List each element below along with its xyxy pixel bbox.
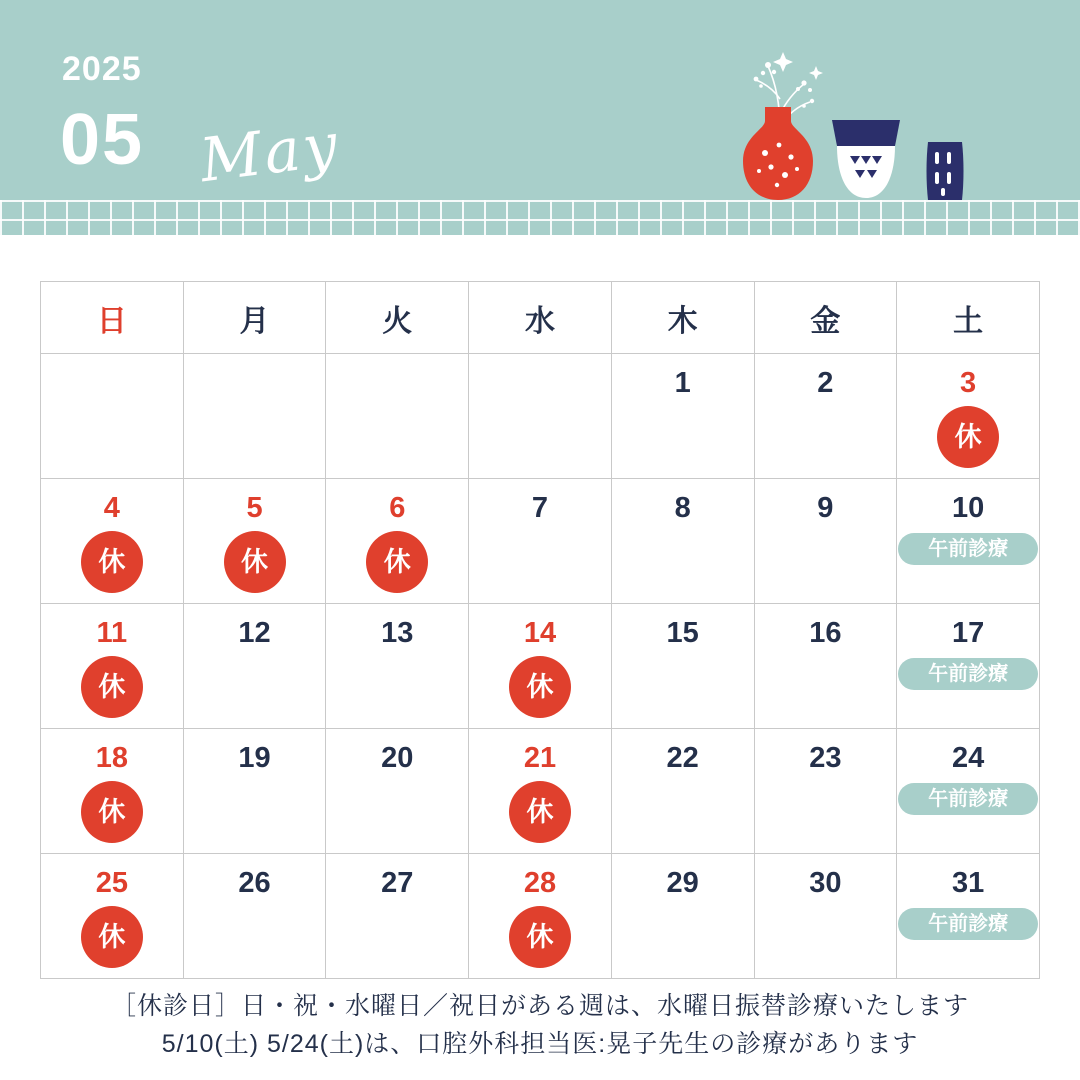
day-number: 29 [666,867,699,899]
calendar-day-cell[interactable] [41,479,184,604]
morning-clinic-badge: 午前診療 [898,658,1038,690]
weekday-header-sun: 日 [41,282,184,354]
calendar-day-cell[interactable] [611,479,754,604]
decorative-checker-strip [0,200,1080,238]
day-number: 30 [809,867,842,899]
rest-day-badge: 休 [81,656,143,718]
day-number: 27 [381,867,414,899]
weekday-header-thu: 木 [611,282,754,354]
rest-day-badge: 休 [81,781,143,843]
calendar-day-cell[interactable] [326,479,469,604]
rest-day-badge: 休 [509,656,571,718]
calendar-day-cell[interactable] [41,729,184,854]
day-number: 8 [674,492,691,524]
strip-bottom-line [0,235,1080,238]
calendar-day-cell[interactable] [326,729,469,854]
rest-day-badge: 休 [81,906,143,968]
calendar-header [0,0,1080,200]
calendar-day-cell[interactable] [469,854,612,979]
day-number: 22 [666,742,699,774]
weekday-header-row [41,282,1040,354]
calendar-day-cell[interactable] [897,729,1040,854]
rest-day-badge: 休 [224,531,286,593]
weekday-header-fri: 金 [754,282,897,354]
day-number: 15 [666,617,699,649]
day-number: 2 [817,367,834,399]
day-number: 9 [817,492,834,524]
header-month-name: May [196,109,344,197]
calendar-empty-cell [183,354,326,479]
weekday-header-mon: 月 [183,282,326,354]
day-number: 6 [389,492,406,524]
rest-day-badge: 休 [937,406,999,468]
morning-clinic-badge: 午前診療 [898,783,1038,815]
calendar-day-cell[interactable] [897,354,1040,479]
header-month-number: 05 [60,100,145,180]
calendar-day-cell[interactable] [183,604,326,729]
weekday-header-wed: 水 [469,282,612,354]
note-line-1: ［休診日］日・祝・水曜日／祝日がある週は、水曜日振替診療いたします [110,992,969,1020]
day-number: 3 [960,367,977,399]
note-line-2: 5/10(土) 5/24(土)は、口腔外科担当医:晃子先生の診療があります [161,1029,919,1058]
calendar-day-cell[interactable] [611,354,754,479]
calendar-week-row [41,729,1040,854]
weekday-header-sat: 土 [897,282,1040,354]
day-number: 31 [951,867,985,899]
day-number: 7 [531,492,549,524]
calendar-week-row [41,854,1040,979]
calendar-day-cell[interactable] [41,604,184,729]
day-number: 13 [381,617,414,649]
calendar-day-cell[interactable] [611,854,754,979]
day-number: 21 [523,742,557,774]
calendar-day-cell[interactable] [754,354,897,479]
day-number: 25 [95,867,128,899]
day-number: 1 [674,367,691,399]
calendar-day-cell[interactable] [611,729,754,854]
day-number: 17 [951,617,985,649]
day-number: 4 [103,492,120,524]
calendar-day-cell[interactable] [897,604,1040,729]
calendar-week-row [41,479,1040,604]
calendar-day-cell[interactable] [183,854,326,979]
calendar-week-row [41,354,1040,479]
calendar-day-cell[interactable] [754,604,897,729]
checker-pattern [0,200,1080,238]
calendar-day-cell[interactable] [469,604,612,729]
calendar-day-cell[interactable] [897,479,1040,604]
calendar-day-cell[interactable] [611,604,754,729]
calendar-day-cell[interactable] [41,854,184,979]
day-number: 24 [951,742,985,774]
calendar-table [40,281,1040,979]
header-year: 2025 [62,50,142,88]
calendar-empty-cell [326,354,469,479]
day-number: 23 [809,742,842,774]
calendar-day-cell[interactable] [183,729,326,854]
calendar-day-cell[interactable] [469,729,612,854]
calendar-grid [40,281,1040,979]
day-number: 10 [951,492,985,524]
white-navy-vase-icon [828,118,904,205]
day-number: 28 [523,867,557,899]
calendar-week-row [41,604,1040,729]
calendar-day-cell[interactable] [326,854,469,979]
day-number: 16 [809,617,842,649]
calendar-day-cell[interactable] [183,479,326,604]
red-vase-icon [735,105,821,205]
calendar-day-cell[interactable] [754,729,897,854]
day-number: 20 [381,742,414,774]
calendar-empty-cell [41,354,184,479]
calendar-empty-cell [469,354,612,479]
rest-day-badge: 休 [366,531,428,593]
weekday-header-tue: 火 [326,282,469,354]
day-number: 12 [238,617,271,649]
navy-vase-icon [920,140,970,207]
calendar-day-cell[interactable] [326,604,469,729]
rest-day-badge: 休 [509,781,571,843]
footer-notes [0,988,1080,1063]
rest-day-badge: 休 [81,531,143,593]
day-number: 18 [95,742,128,774]
day-number: 11 [96,617,128,649]
calendar-day-cell[interactable] [469,479,612,604]
day-number: 19 [238,742,271,774]
day-number: 14 [523,617,557,649]
calendar-day-cell[interactable] [897,854,1040,979]
calendar-day-cell[interactable] [754,854,897,979]
calendar-day-cell[interactable] [754,479,897,604]
rest-day-badge: 休 [509,906,571,968]
day-number: 26 [238,867,271,899]
morning-clinic-badge: 午前診療 [898,908,1038,940]
morning-clinic-badge: 午前診療 [898,533,1038,565]
day-number: 5 [246,492,263,524]
